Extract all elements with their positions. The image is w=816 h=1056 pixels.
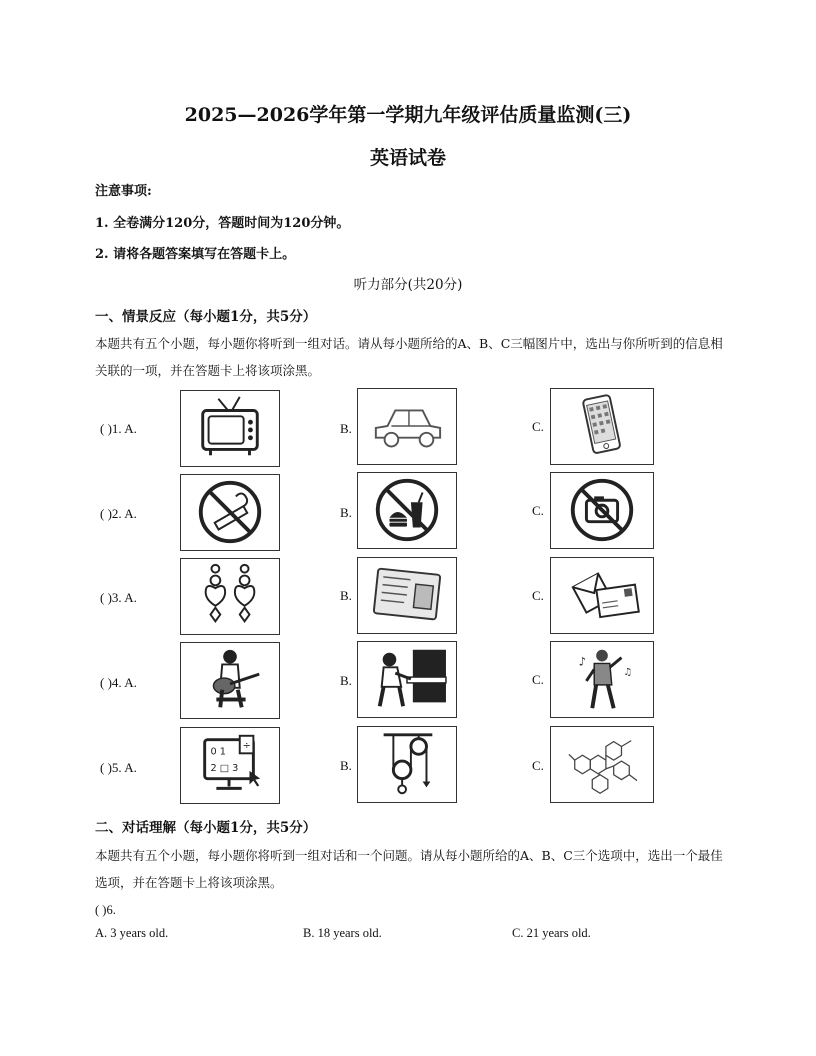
math-computer-icon [181,728,279,803]
q6-label: ( )6. [95,903,116,917]
svg-text:♪: ♪ [578,654,587,669]
envelopes-icon [551,558,653,633]
q6-option-a[interactable]: A. 3 years old. [95,926,169,940]
q3-option-c[interactable] [550,557,654,634]
q1-label: ( )1. A. [100,421,137,436]
q1-option-b[interactable] [357,388,457,465]
pulley-icon [358,727,456,802]
section2-instructions: 本题共有五个小题，每小题你将听到一组对话和一个问题。请从每小题所给的A、B、C三个选项中，选出一个最佳选项，并在答题卡上将该项涂黑。 [95,848,723,890]
q1-option-c[interactable] [550,388,654,465]
q6-option-c[interactable]: C. 21 years old. [512,926,591,940]
q2-label: ( )2. A. [100,506,137,521]
q4-option-c[interactable] [550,641,654,718]
pianist-icon [358,642,456,717]
section1-instructions: 本题共有五个小题，每小题你将听到一组对话。请从每小题所给的A、B、C三幅图片中，选出与你所听到的信息相关联的一项，并在答题卡上将该项涂黑。 [95,336,723,378]
id-card-icon [358,558,456,633]
q3-label: ( )3. A. [100,590,137,605]
tv-icon [181,391,279,466]
exam-title: 2025—2026学年第一学期九年级评估质量监测(三) [184,104,632,126]
car-icon [358,389,456,464]
part-title: 听力部分(共20分) [353,277,463,293]
guitarist-icon [181,643,279,718]
q6-option-b[interactable]: B. 18 years old. [303,926,382,940]
q1-b-letter: B. [340,421,352,436]
no-food-icon [358,473,456,548]
q4-option-b[interactable] [357,641,457,718]
svg-text:0 1: 0 1 [210,746,227,758]
q3-c-letter: C. [532,588,544,603]
note-item-2: 2. 请将各题答案填写在答题卡上。 [95,247,296,262]
section1-heading: 一、情景反应（每小题1分，共5分） [95,309,317,325]
q4-c-letter: C. [532,672,544,687]
q4-label: ( )4. A. [100,675,137,690]
q3-option-a[interactable] [180,558,280,635]
notes-heading: 注意事项: [95,184,152,199]
q3-option-b[interactable] [357,557,457,634]
q5-label: ( )5. A. [100,760,137,775]
q4-option-a[interactable] [180,642,280,719]
singer-icon [551,642,653,717]
q3-b-letter: B. [340,588,352,603]
svg-text:2 □ 3: 2 □ 3 [210,762,239,774]
q5-c-letter: C. [532,758,544,773]
q5-option-a[interactable] [180,727,280,804]
section2-heading: 二、对话理解（每小题1分，共5分） [95,820,317,836]
molecule-icon [551,727,653,802]
svg-text:÷: ÷ [242,740,251,752]
q5-option-c[interactable] [550,726,654,803]
q1-option-a[interactable] [180,390,280,467]
q4-b-letter: B. [340,673,352,688]
phone-icon [551,389,653,464]
q2-option-b[interactable] [357,472,457,549]
q2-c-letter: C. [532,503,544,518]
q2-b-letter: B. [340,505,352,520]
no-photo-icon [551,473,653,548]
note-item-1: 1. 全卷满分120分，答题时间为120分钟。 [95,216,350,231]
svg-text:♫: ♫ [623,667,633,679]
earrings-icon [181,559,279,634]
q5-option-b[interactable] [357,726,457,803]
q2-option-c[interactable] [550,472,654,549]
exam-subject: 英语试卷 [369,147,446,169]
q1-c-letter: C. [532,419,544,434]
q2-option-a[interactable] [180,474,280,551]
q5-b-letter: B. [340,758,352,773]
no-smoking-icon [181,475,279,550]
